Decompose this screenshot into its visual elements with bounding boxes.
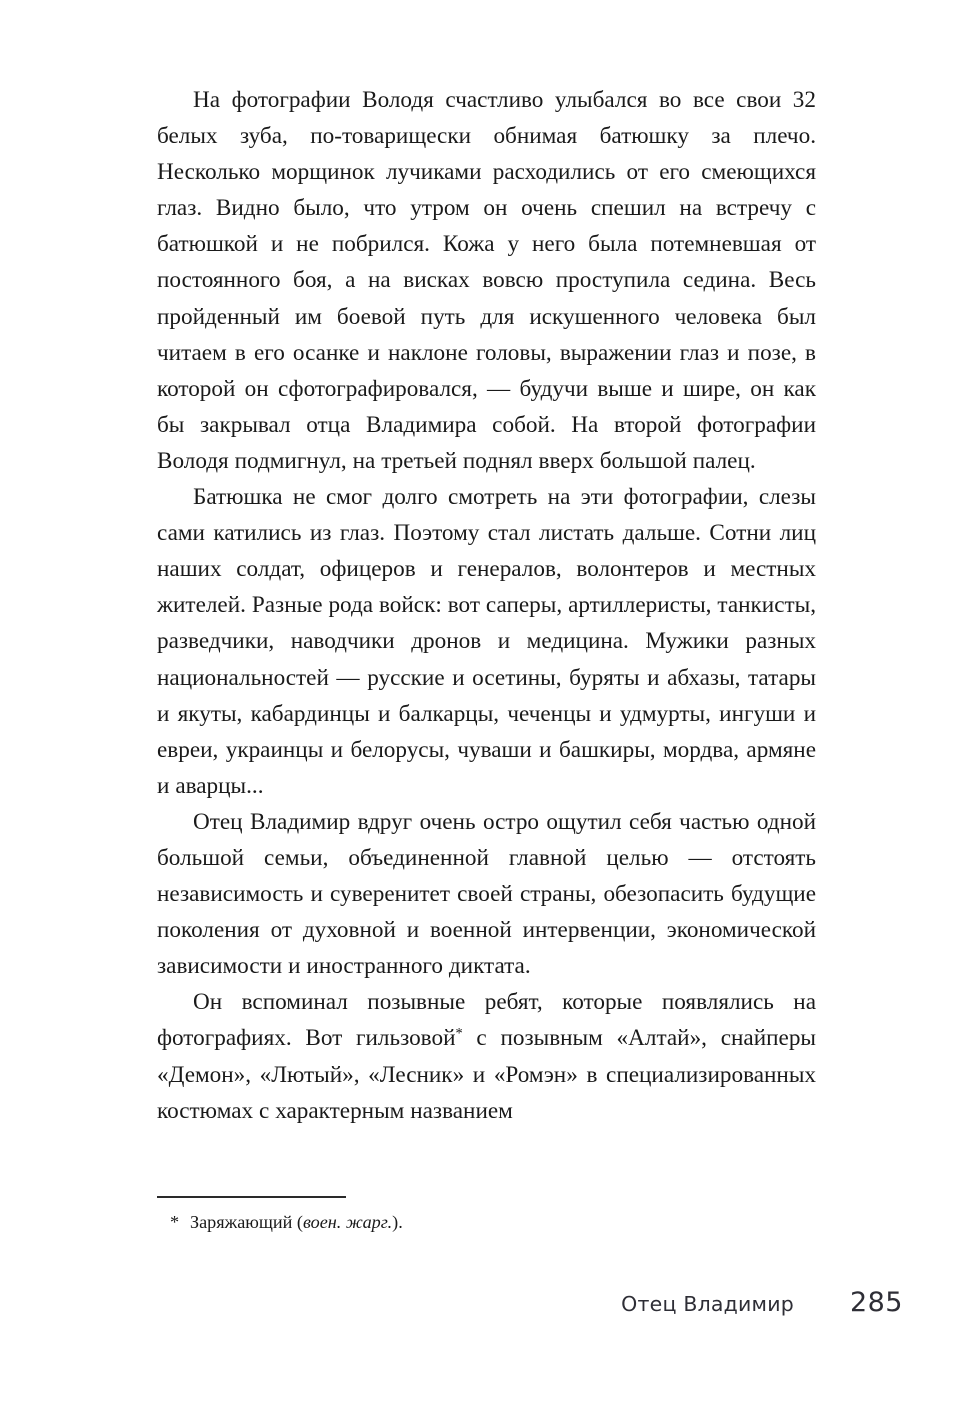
- paragraph-4: [157, 984, 816, 1128]
- paragraph-4-text-after-footnote: с позывным «Алтай», снайперы «Демон», «Лютый», «Лесник» и «Ромэн» в специализированных костюмах с характерным названием: [157, 1025, 816, 1124]
- running-head: Отец Владимир: [621, 1292, 794, 1316]
- footnote-text: Заряжающий (: [190, 1212, 303, 1232]
- page-footer: [157, 1287, 903, 1318]
- paragraph-3: Отец Владимир вдруг очень остро ощутил себя частью одной большой семьи, объединенной главной целью — отстоять независимость и суверенитет своей страны, обезопасить будущие поколения от духовной и военной интервенции, экономической зависимости и иностранного диктата.: [157, 808, 816, 980]
- footnote-reference-marker: *: [455, 1025, 463, 1042]
- footnote-area: [157, 1196, 816, 1234]
- footnote-item: [157, 1210, 816, 1234]
- page-number: 285: [849, 1287, 903, 1318]
- body-text-block: [157, 82, 816, 1129]
- footnote-separator-rule: [157, 1196, 346, 1198]
- footnote-marker: *: [170, 1212, 180, 1232]
- footnote-text-end: ).: [392, 1212, 403, 1232]
- paragraph-2: Батюшка не смог долго смотреть на эти фотографии, слезы сами катились из глаз. Поэтому стал листать дальше. Сотни лиц наших солдат, офицеров и генералов, волонтеров и местных жителей. Разные рода войск: вот саперы, артиллеристы, танкисты, разведчики, наводчики дронов и медицина. Мужики разных национальностей — русские и осетины, буряты и абхазы, татары и якуты, кабардинцы и балкарцы, чеченцы и удмурты, ингуши и евреи, украинцы и белорусы, чуваши и башкиры, мордва, армяне и аварцы...: [157, 484, 816, 799]
- paragraph-1: На фотографии Володя счастливо улыбался во все свои 32 белых зуба, по-товарищески обнимая батюшку за плечо. Несколько морщинок лучиками расходились от его смеющихся глаз. Видно было, что утром он очень спешил на встречу с батюшкой и не побрился. Кожа у него была потемневшая от постоянного боя, а на висках вовсю проступила седина. Весь пройденный им боевой путь для искушенного человека был читаем в его осанке и наклоне головы, выражении глаз и позе, в которой он сфотографировался, — будучи выше и шире, он как бы закрывал отца Владимира собой. На второй фотографии Володя подмигнул, на третьей поднял вверх большой палец.: [157, 87, 816, 474]
- footnote-italic-text: воен. жарг.: [302, 1212, 393, 1232]
- paragraph-4-text-before-footnote: Он вспоминал позывные ребят, которые появлялись на фотографиях. Вот гильзовой: [157, 989, 816, 1052]
